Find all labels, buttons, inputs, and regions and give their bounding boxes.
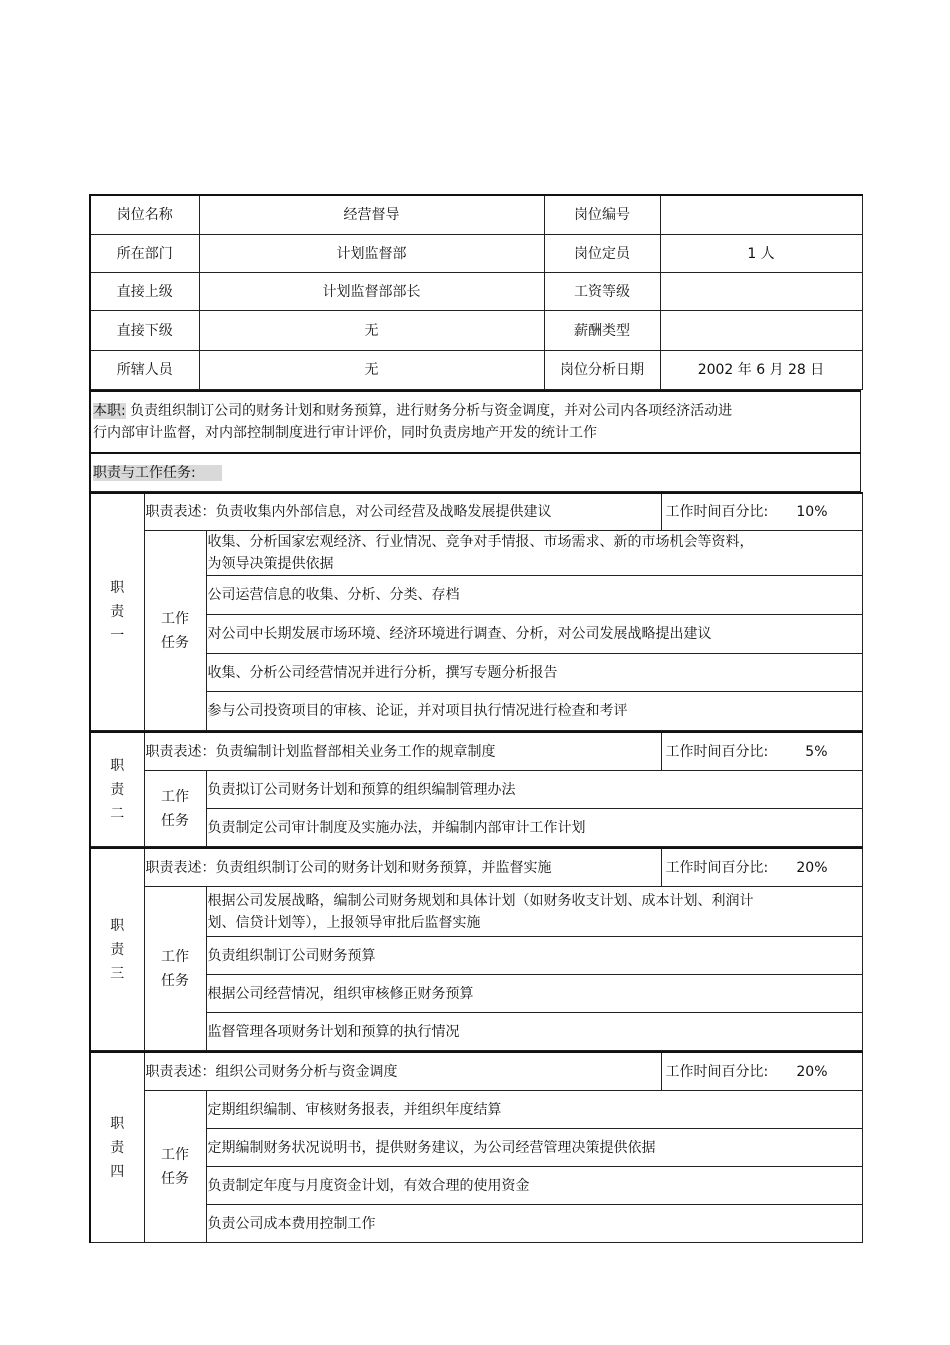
duty-label: [90, 732, 144, 847]
duty-label-char: 职: [110, 757, 125, 774]
info-row: [90, 351, 862, 390]
time-percentage-label: 工作时间百分比:: [665, 859, 769, 876]
task-text-line: 负责组织制订公司财务预算: [207, 947, 376, 964]
task-text-line: 根据公司发展战略，编制公司财务规划和具体计划（如财务收支计划、成本计划、利润计: [207, 892, 754, 909]
task-item: [206, 1167, 862, 1205]
task-text-line: 定期编制财务状况说明书，提供财务建议，为公司经营管理决策提供依据: [207, 1139, 656, 1156]
time-percentage-label: 工作时间百分比:: [665, 1063, 769, 1080]
field-value: 计划监督部: [199, 235, 544, 273]
duty-label-char: 责: [110, 1139, 125, 1156]
task-item: [206, 692, 862, 731]
task-item: [206, 887, 862, 937]
task-item: [206, 809, 862, 847]
field-label: 所在部门: [90, 235, 199, 273]
time-percentage-label: 工作时间百分比:: [665, 743, 769, 760]
field-value: 无: [199, 311, 544, 351]
duty-label-char: 职: [110, 580, 125, 596]
duty-label: [90, 1052, 144, 1243]
field-label: 工资等级: [544, 273, 660, 311]
duties-heading: 职责与工作任务:: [93, 465, 222, 481]
task-label: [144, 1091, 206, 1243]
time-percentage-label: 工作时间百分比:: [665, 504, 769, 520]
duties-heading-cell: [90, 453, 861, 492]
duty-label-char: 责: [110, 941, 125, 958]
task-text-line: 负责制定公司审计制度及实施办法，并编制内部审计工作计划: [207, 819, 586, 836]
time-percentage-cell: [661, 1052, 862, 1091]
task-label-word: 任务: [161, 1170, 189, 1187]
task-text-line: 根据公司经营情况，组织审核修正财务预算: [207, 985, 474, 1002]
field-value: [660, 195, 862, 235]
task-text-line: 公司运营信息的收集、分析、分类、存档: [207, 587, 460, 603]
duty-section: [89, 492, 863, 731]
summary-label: 本职:: [93, 403, 126, 419]
duty-label-char: 三: [110, 965, 125, 982]
field-label: 岗位分析日期: [544, 351, 660, 390]
field-value: 无: [199, 351, 544, 390]
field-label: 薪酬类型: [544, 311, 660, 351]
duty-label-char: 职: [110, 917, 125, 934]
job-description-form: [89, 194, 861, 1243]
field-label: 岗位名称: [90, 195, 199, 235]
task-label-word: 工作: [161, 948, 189, 965]
task-item: [206, 531, 862, 576]
task-label: [144, 887, 206, 1051]
time-percentage-value: 10%: [796, 504, 828, 520]
task-text-line: 参与公司投资项目的审核、论证，并对项目执行情况进行检查和考评: [207, 703, 628, 719]
task-label: [144, 771, 206, 847]
duty-label-char: 责: [110, 781, 125, 798]
task-label-word: 工作: [161, 788, 189, 805]
duty-section: [89, 731, 863, 847]
task-item: [206, 1091, 862, 1129]
field-value: [660, 273, 862, 311]
job-summary: [90, 391, 861, 453]
field-label: 岗位定员: [544, 235, 660, 273]
task-text-line: 收集、分析国家宏观经济、行业情况、竞争对手情报、市场需求、新的市场机会等资料，: [207, 534, 754, 550]
time-percentage-value: 20%: [796, 859, 828, 876]
task-label-word: 任务: [161, 812, 189, 829]
field-value: 1 人: [660, 235, 862, 273]
duty-label: [90, 493, 144, 731]
duty-label-char: 一: [110, 628, 125, 644]
field-label: 岗位编号: [544, 195, 660, 235]
task-text-line: 对公司中长期发展市场环境、经济环境进行调查、分析，对公司发展战略提出建议: [207, 626, 712, 642]
time-percentage-cell: [661, 848, 862, 887]
time-percentage-value: 5%: [805, 743, 828, 760]
task-text-line: 负责拟订公司财务计划和预算的组织编制管理办法: [207, 781, 516, 798]
summary-line-2: 行内部审计监督，对内部控制制度进行审计评价，同时负责房地产开发的统计工作: [93, 425, 597, 441]
task-item: [206, 1205, 862, 1243]
duty-label-char: 四: [110, 1163, 125, 1180]
position-info-table: [89, 194, 863, 390]
duty-description: 职责表述：组织公司财务分析与资金调度: [144, 1052, 661, 1091]
field-value: 计划监督部部长: [199, 273, 544, 311]
task-item: [206, 615, 862, 654]
task-label-word: 任务: [161, 972, 189, 989]
duty-label-char: 责: [110, 604, 125, 620]
task-item: [206, 654, 862, 692]
field-label: 直接下级: [90, 311, 199, 351]
field-value: [660, 311, 862, 351]
duty-label-char: 二: [110, 805, 125, 822]
info-row: [90, 195, 862, 235]
duty-section: [89, 1051, 863, 1243]
duty-description: 职责表述：负责收集内外部信息，对公司经营及战略发展提供建议: [144, 493, 661, 531]
field-label: 所辖人员: [90, 351, 199, 390]
time-percentage-cell: [661, 732, 862, 771]
task-label-word: 工作: [161, 610, 189, 627]
task-text-line: 定期组织编制、审核财务报表，并组织年度结算: [207, 1101, 502, 1118]
task-label: [144, 531, 206, 731]
task-item: [206, 937, 862, 975]
time-percentage-value: 20%: [796, 1063, 828, 1080]
task-item: [206, 1013, 862, 1051]
field-label: 直接上级: [90, 273, 199, 311]
task-item: [206, 576, 862, 615]
task-text-line: 负责公司成本费用控制工作: [207, 1215, 376, 1232]
task-text-line: 收集、分析公司经营情况并进行分析，撰写专题分析报告: [207, 664, 558, 681]
task-label-word: 工作: [161, 1146, 189, 1163]
task-item: [206, 1129, 862, 1167]
duty-description: 职责表述：负责编制计划监督部相关业务工作的规章制度: [144, 732, 661, 771]
time-percentage-cell: [661, 493, 862, 531]
task-text-line: 为领导决策提供依据: [207, 556, 334, 572]
duty-section: [89, 847, 863, 1051]
info-row: [90, 273, 862, 311]
duty-label-char: 职: [110, 1115, 125, 1132]
field-value: 2002 年 6 月 28 日: [660, 351, 862, 390]
task-label-word: 任务: [161, 634, 189, 651]
field-value: 经营督导: [199, 195, 544, 235]
info-row: [90, 311, 862, 351]
info-row: [90, 235, 862, 273]
summary-line-1: 负责组织制订公司的财务计划和财务预算，进行财务分析与资金调度，并对公司内各项经济活动进: [130, 403, 733, 419]
task-item: [206, 975, 862, 1013]
task-text-line: 负责制定年度与月度资金计划，有效合理的使用资金: [207, 1177, 530, 1194]
summary-table: [89, 390, 861, 492]
duty-description: 职责表述：负责组织制订公司的财务计划和财务预算，并监督实施: [144, 848, 661, 887]
duty-label: [90, 848, 144, 1051]
task-text-line: 划、信贷计划等），上报领导审批后监督实施: [207, 914, 481, 931]
task-text-line: 监督管理各项财务计划和预算的执行情况: [207, 1023, 460, 1040]
task-item: [206, 771, 862, 809]
